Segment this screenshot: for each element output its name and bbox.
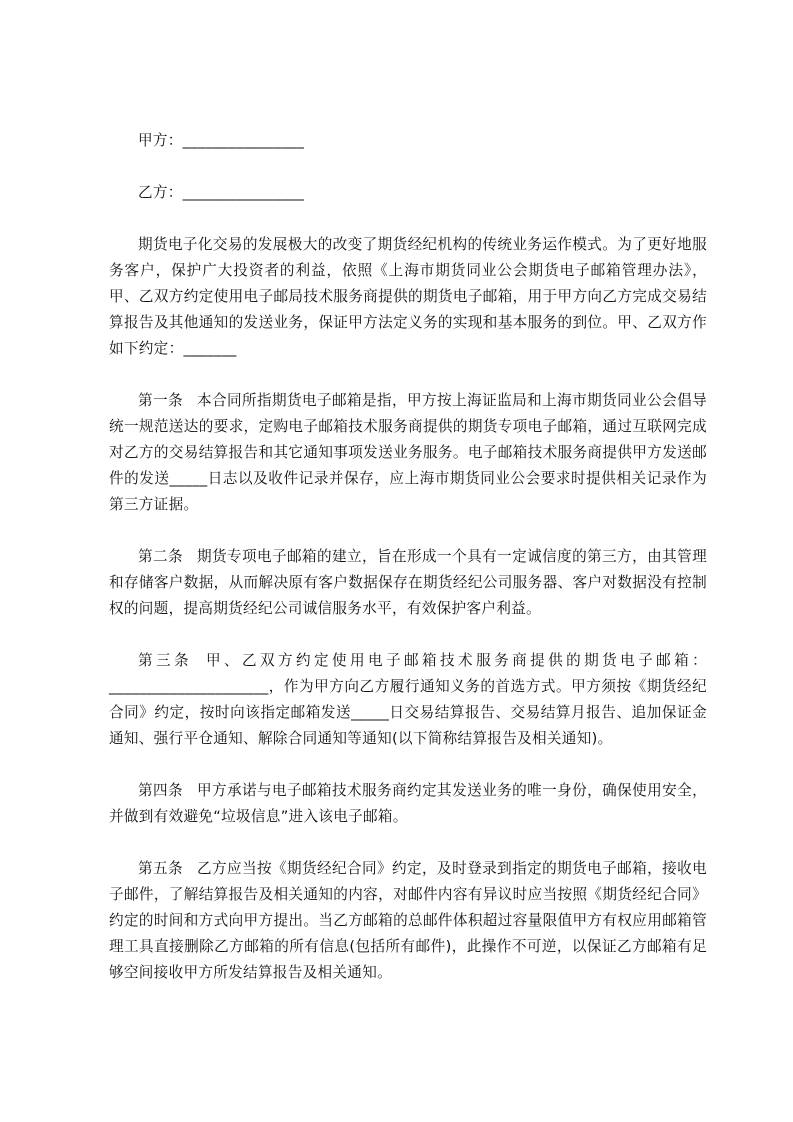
clause-4-title: 第四条 — [138, 782, 184, 799]
clause-4 — [109, 778, 707, 830]
clause-2 — [109, 544, 707, 622]
party-a-line: 甲方：________________ — [138, 132, 305, 149]
intro-paragraph: 期货电子化交易的发展极大的改变了期货经纪机构的传统业务运作模式。为了更好地服务客户，保护广大投资者的利益，依照《上海市期货同业公会期货电子邮箱管理办法》，甲、乙双方约定使用电子邮局技术服务商提供的期货电子邮箱，用于甲方向乙方完成交易结算报告及其他通知的发送业务，保证甲方法定义务的实现和基本服务的到位。甲、乙双方作如下约定：_______ — [109, 236, 707, 357]
clause-5-text: 乙方应当按《期货经纪合同》约定，及时登录到指定的期货电子邮箱，接收电子邮件，了解结算报告及相关通知的内容，对邮件内容有异议时应当按照《期货经纪合同》约定的时间和方式向甲方提出。当乙方邮箱的总邮件体积超过容量限值甲方有权应用邮箱管理工具直接删除乙方邮箱的所有信息(包括所有邮件)，此操作不可逆，以保证乙方邮箱有足够空间接收甲方所发结算报告及相关通知。 — [109, 860, 708, 981]
clause-1 — [109, 388, 707, 518]
clause-1-text: 本合同所指期货电子邮箱是指，甲方按上海证监局和上海市期货同业公会倡导统一规范送达的要求，定购电子邮箱技术服务商提供的期货专项电子邮箱，通过互联网完成对乙方的交易结算报告和其它通知事项发送业务服务。电子邮箱技术服务商提供甲方发送邮件的发送_____日志以及收件记录并保存，应上海市期货同业公会要求时提供相关记录作为第三方证据。 — [109, 392, 708, 513]
clause-2-text: 期货专项电子邮箱的建立，旨在形成一个具有一定诚信度的第三方，由其管理和存储客户数据，从而解决原有客户数据保存在期货经纪公司服务器、客户对数据没有控制权的问题，提高期货经纪公司诚信服务水平，有效保护客户利益。 — [109, 548, 708, 617]
clause-3-title: 第三条 — [138, 652, 193, 669]
party-b-line: 乙方：________________ — [138, 184, 305, 201]
clause-5-title: 第五条 — [138, 860, 184, 877]
clause-2-title: 第二条 — [138, 548, 184, 565]
clause-3-text: 甲、乙双方约定使用电子邮箱技术服务商提供的期货电子邮箱：_____________________，作为甲方向乙方履行通知义务的首选方式。甲方须按《期货经纪合同》约定，按时向该指定邮箱发送_____日交易结算报告、交易结算月报告、追加保证金通知、强行平仓通知、解除合同通知等通知(以下简称结算报告及相关通知)。 — [109, 652, 707, 747]
clause-5 — [109, 856, 707, 986]
clause-4-text: 甲方承诺与电子邮箱技术服务商约定其发送业务的唯一身份，确保使用安全，并做到有效避免“垃圾信息”进入该电子邮箱。 — [109, 782, 708, 825]
clause-1-title: 第一条 — [138, 392, 184, 409]
contract-body — [109, 128, 707, 1012]
clause-3 — [109, 648, 707, 752]
